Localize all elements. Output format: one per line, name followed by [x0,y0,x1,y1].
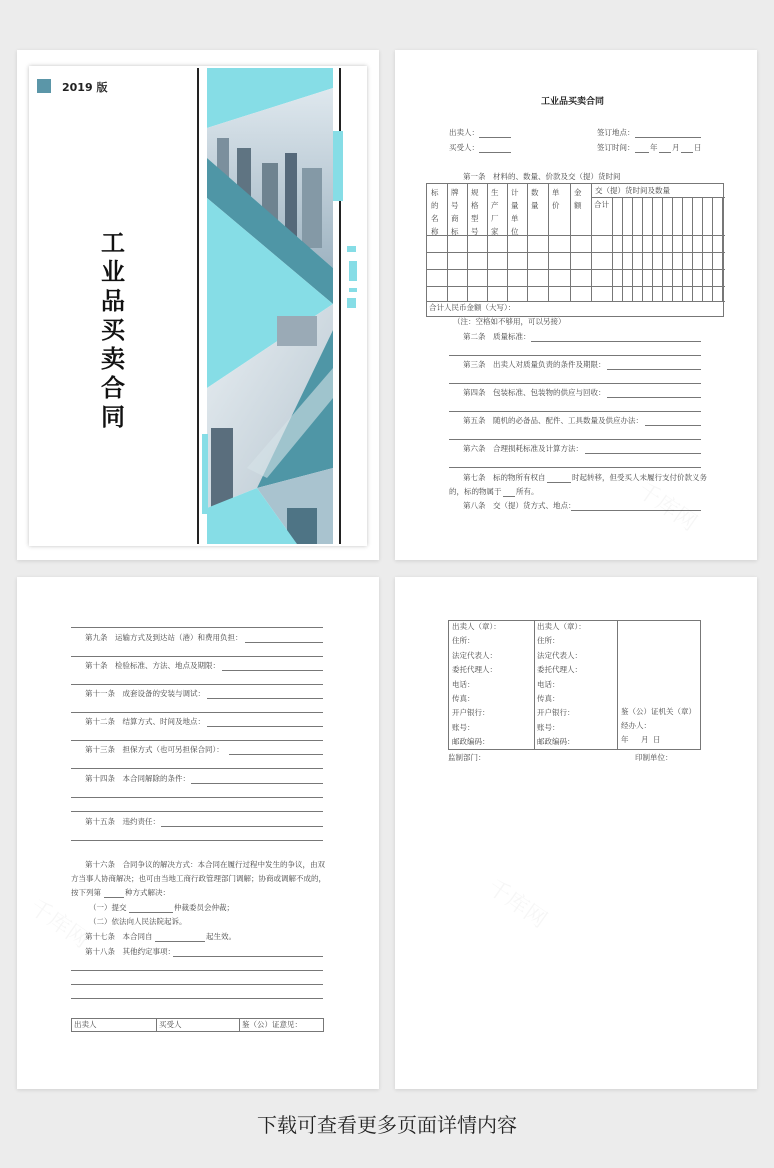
accent-bar-1 [333,131,343,201]
seller-label: 出卖人： [449,128,479,137]
article-1: 第一条 材料的、数量、价款及交（提）货时间 [463,172,621,181]
option-1-a: （一）提交 [89,903,127,912]
option-2: （二）依法向人民法院起诉。 [89,917,187,926]
delivery-header: 交（提）货时间及数量 [595,186,670,195]
sign-time-month: 月 [672,143,680,152]
table-header-cell: 牌号商标 [451,188,459,236]
cover-version: 2019 版 [62,81,108,94]
article-item: 第三条 出卖人对质量负责的条件及期限： [463,360,606,369]
article-17-a: 第十七条 本合同自 [85,932,153,941]
sign-place-label: 签订地点： [597,128,635,137]
accent-bar-6 [202,434,208,514]
party-field: 出卖人（章）： [537,622,586,631]
date-year: 年 [621,735,629,744]
version-square [37,79,51,93]
parties-table [448,620,701,750]
table-header-cell: 计量单位 [511,188,519,236]
party-field: 住所： [452,636,475,646]
table-header-cell: 标的名称 [431,188,439,236]
party-field: 账号： [452,722,475,732]
party-field: 开户银行： [537,708,575,718]
party-field: 住所： [537,636,560,646]
accent-bar-5 [347,298,356,308]
option-1-b: 仲裁委员会仲裁； [174,903,234,912]
article-item: 第十四条 本合同解除的条件： [85,774,190,783]
article-item: 第四条 包装标准、包装物的供应与回收： [463,388,606,397]
party-field: 出卖人（章）： [452,622,501,631]
article-16-line3-b: 种方式解决： [125,888,170,897]
party-field: 开户银行： [452,708,490,718]
date-day: 日 [653,735,661,744]
cover-title: 工业品买卖合同 [101,229,125,431]
article-16-line1: 第十六条 合同争议的解决方式：本合同在履行过程中发生的争议，由双 [85,860,325,869]
party-field: 传真： [537,694,560,703]
footer-caption: 下载可查看更多页面详情内容 [257,1113,517,1137]
table-header-cell: 生产厂家 [491,188,499,236]
article-16-line3-a: 按下列第 [71,888,101,897]
sign-time-year: 年 [650,143,658,152]
notary-label: 鉴（公）证机关（章） [621,707,696,716]
table-header-cell: 规格型号 [471,188,479,236]
article-item: 第二条 质量标准： [463,332,531,341]
watermark [482,871,554,934]
article-item: 第十五条 违约责任： [85,817,160,826]
article-7-line2-a: 的，标的物属于 [449,487,502,496]
table-header-cell: 单价 [552,188,560,210]
article-item: 第十二条 结算方式、时间及地点： [85,717,205,726]
sign-seller: 出卖人 [74,1020,97,1029]
article-7-line2-b: 所有。 [516,487,539,496]
cover-card [29,66,367,546]
article-17-b: 起生效。 [206,932,236,941]
accent-bar-3 [349,261,357,281]
contract-page-3 [17,577,379,1089]
delivery-total-sub: 合计 [594,200,609,209]
party-field: 邮政编码： [452,737,490,747]
table-header-cell: 数量 [531,188,539,210]
party-field: 委托代理人： [452,665,497,675]
sign-buyer: 买受人 [159,1020,182,1029]
sign-time-day: 日 [694,143,702,152]
sign-notary: 鉴（公）证意见： [242,1020,302,1029]
party-field: 法定代表人： [537,650,582,660]
party-field: 邮政编码： [537,737,575,747]
cover-page [17,50,379,560]
accent-bar-4 [349,288,357,292]
watermark [24,891,96,954]
watermark [632,474,704,537]
party-field: 法定代表人： [452,650,497,660]
contract-page-2 [395,50,757,560]
article-item: 第十一条 成套设备的安装与调试： [85,689,205,698]
article-8: 第八条 交（提）货方式、地点： [463,501,576,510]
party-field: 账号： [537,722,560,732]
party-field: 传真： [452,694,475,703]
article-item: 第十条 检验标准、方法、地点及期限： [85,661,220,670]
date-month: 月 [641,735,649,744]
article-item: 第五条 随机的必备品、配件、工具数量及供应办法： [463,416,643,425]
cover-rule-left [197,68,199,544]
supervisor-label: 监制部门： [448,753,486,762]
sign-time-label: 签订时间： [597,143,635,152]
handler-label: 经办人： [621,721,651,730]
cover-graphic [207,68,333,544]
article-18: 第十八条 其他约定事项： [85,947,175,956]
article-item: 第六条 合理损耗标准及计算方法： [463,444,583,453]
buyer-label: 买受人： [449,143,479,152]
accent-bar-2 [347,246,356,252]
table-header-cell: 金额 [574,188,582,210]
party-field: 电话： [452,679,475,689]
page2-title: 工业品买卖合同 [541,97,605,107]
goods-table [426,183,724,317]
article-item: 第十三条 担保方式（也可另担保合同）： [85,745,224,754]
article-7-line1-b: 时起转移，但受买人未履行支付价款义务 [572,473,707,482]
printer-label: 印制单位： [635,753,673,762]
party-field: 电话： [537,679,560,689]
party-field: 委托代理人： [537,665,582,675]
article-16-line2: 方当事人协商解决；也可由当地工商行政管理部门调解；协商或调解不成的， [71,874,326,883]
article-item: 第九条 运输方式及到达站（港）和费用负担： [85,633,243,642]
article-7-line1-a: 第七条 标的物所有权自 [463,473,546,482]
table-note: （注：空格如不够用，可以另接） [453,317,566,326]
total-amount-row: 合计人民币金额（大写）： [429,303,516,312]
contract-page-4 [395,577,757,1089]
